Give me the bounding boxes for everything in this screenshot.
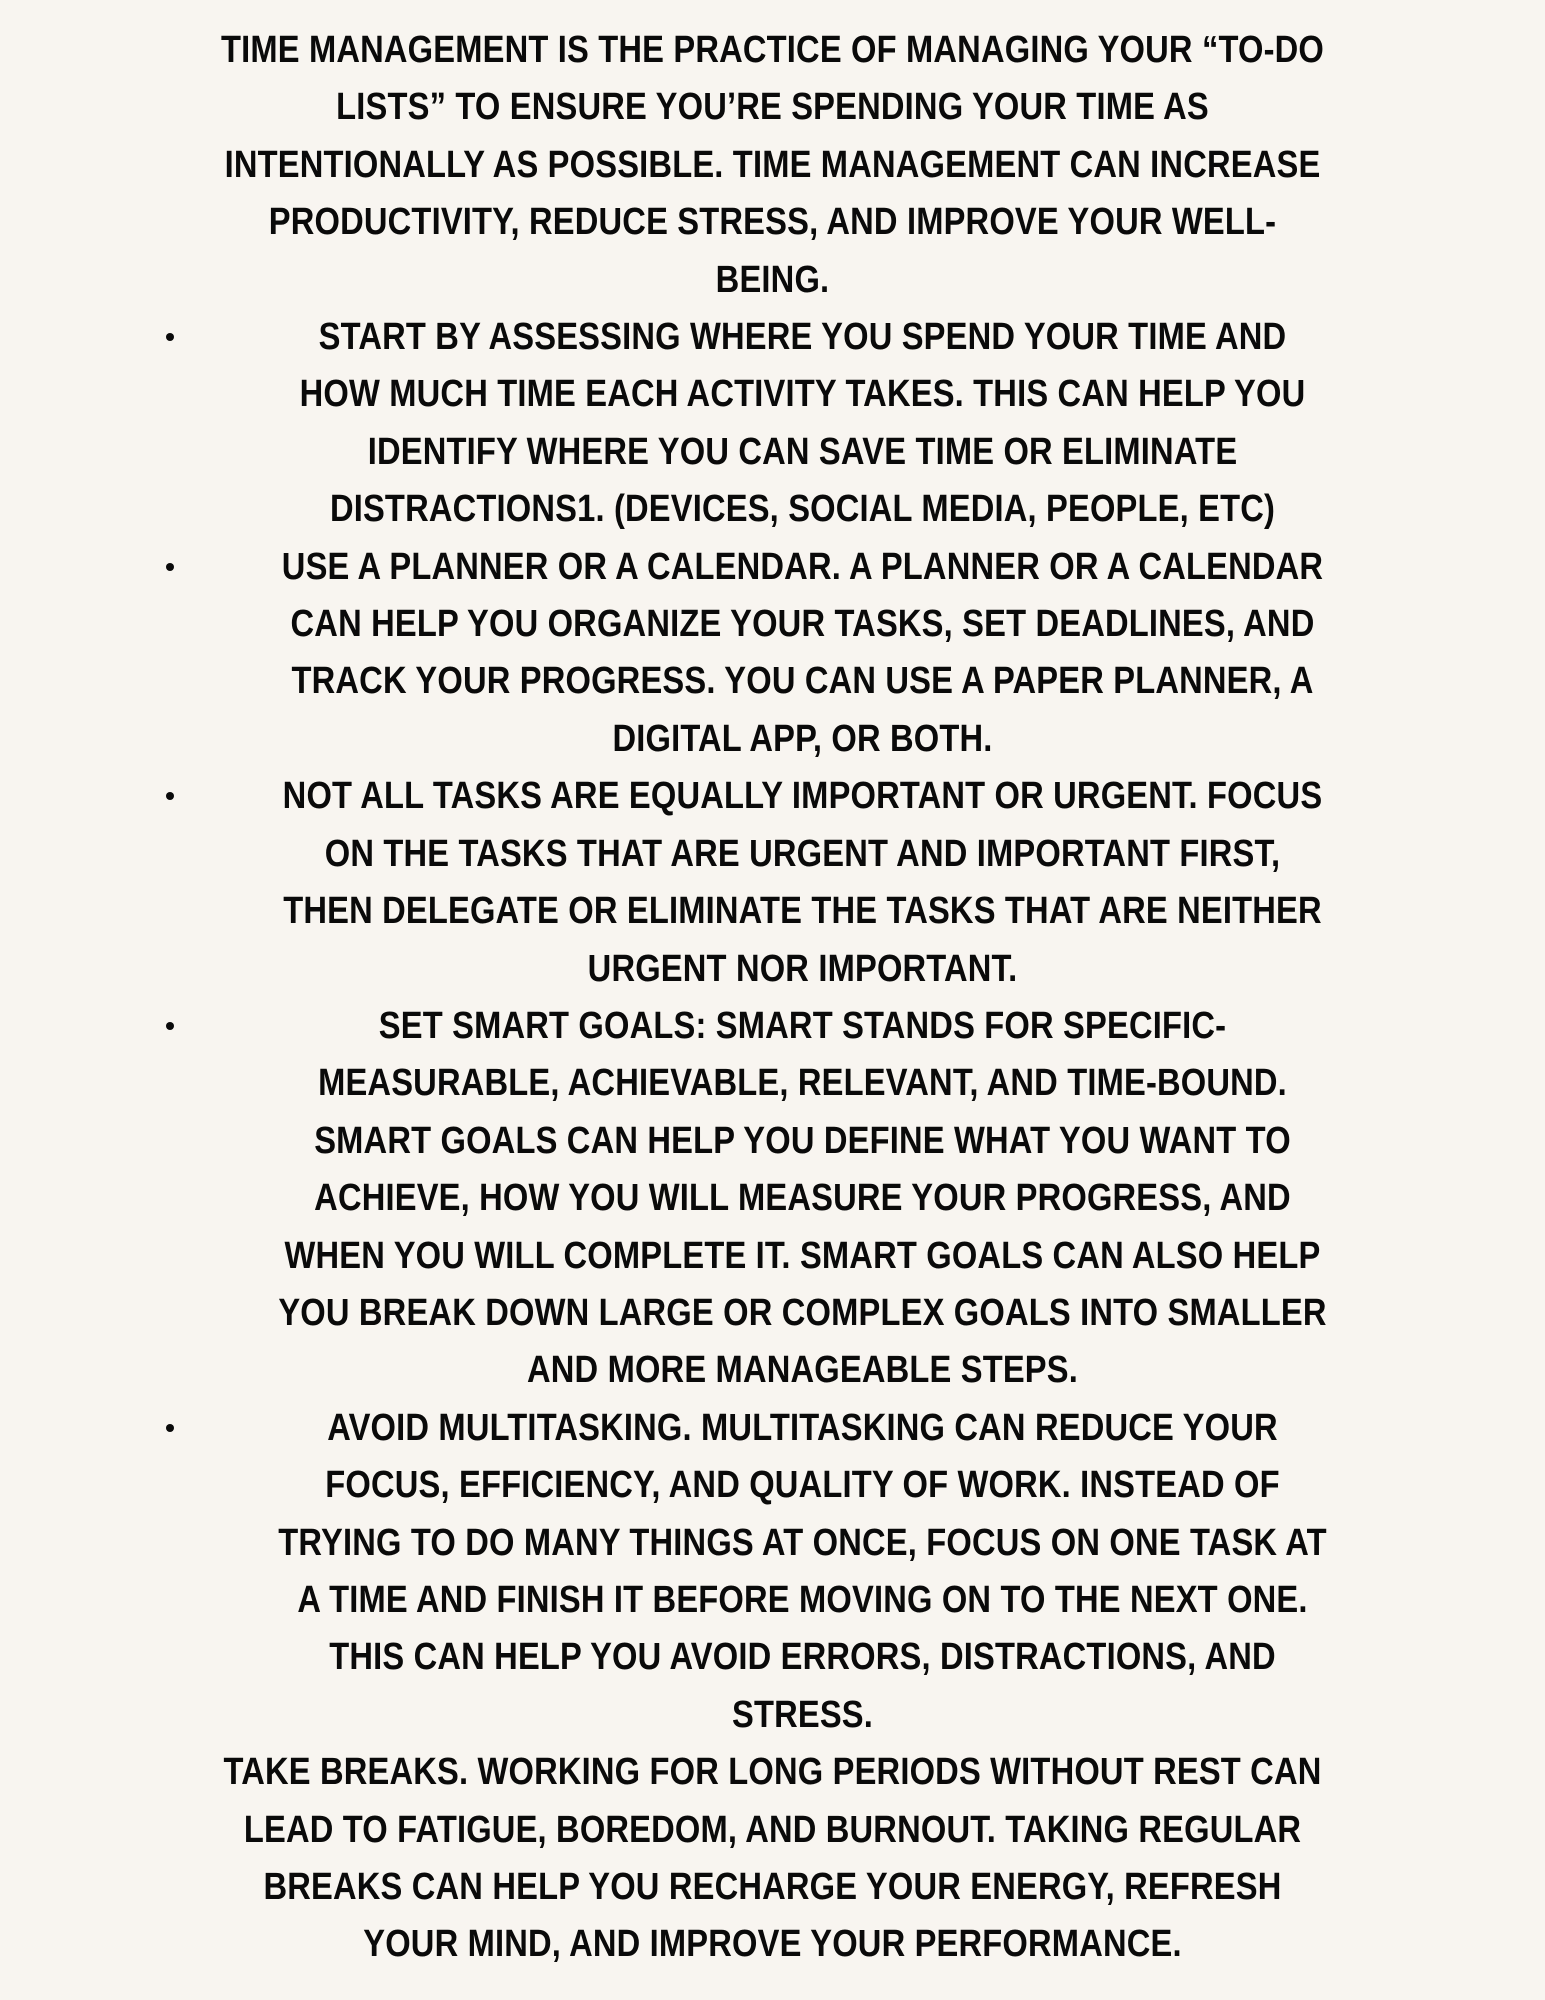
bullet-dot-icon <box>164 539 176 596</box>
bullet-dot-icon <box>164 998 176 1055</box>
list-item-text: USE A PLANNER OR A CALENDAR. A PLANNER OR A CALENDAR CAN HELP YOU ORGANIZE YOUR TASKS, SET DEADLINES, AND TRACK YOUR PROGRESS. YOU CAN USE A PAPER PLANNER, A DIGITAL APP, OR BOTH. <box>281 545 1324 760</box>
closing-paragraph: TAKE BREAKS. WORKING FOR LONG PERIODS WITHOUT REST CAN LEAD TO FATIGUE, BOREDOM, AND BURNOUT. TAKING REGULAR BREAKS CAN HELP YOU RECHARGE YOUR ENERGY, REFRESH YOUR MIND, AND IMPROVE YOUR PERFORMANCE. <box>223 1751 1322 1966</box>
bullet-dot-icon <box>164 309 176 366</box>
list-item <box>130 539 1415 769</box>
list-item-text: START BY ASSESSING WHERE YOU SPEND YOUR TIME AND HOW MUCH TIME EACH ACTIVITY TAKES. THIS CAN HELP YOU IDENTIFY WHERE YOU CAN SAVE TIME OR ELIMINATE DISTRACTIONS1. (DEVICES, SOCIAL MEDIA, PEOPLE, ETC) <box>299 316 1306 531</box>
tips-list <box>130 309 1415 1744</box>
intro-paragraph: TIME MANAGEMENT IS THE PRACTICE OF MANAGING YOUR “TO-DO LISTS” TO ENSURE YOU’RE SPENDING YOUR TIME AS INTENTIONALLY AS POSSIBLE. TIME MANAGEMENT CAN INCREASE PRODUCTIVITY, REDUCE STRESS, AND IMPROVE YOUR WELL-BEING. <box>220 29 1325 301</box>
list-item-text: SET SMART GOALS: SMART STANDS FOR SPECIFIC-MEASURABLE, ACHIEVABLE, RELEVANT, AND TIME-BOUND. SMART GOALS CAN HELP YOU DEFINE WHAT YOU WANT TO ACHIEVE, HOW YOU WILL MEASURE YOUR PROGRESS, AND WHEN YOU WILL COMPLETE IT. SMART GOALS CAN ALSO HELP YOU BREAK DOWN LARGE OR COMPLEX GOALS INTO SMALLER AND MORE MANAGEABLE STEPS. <box>278 1004 1327 1392</box>
list-item <box>130 1400 1415 1744</box>
bullet-dot-icon <box>164 1400 176 1457</box>
list-item <box>130 309 1415 539</box>
list-item <box>130 768 1415 998</box>
document-body <box>130 22 1415 1974</box>
list-item <box>130 998 1415 1400</box>
bullet-dot-icon <box>164 768 176 825</box>
list-item-text: NOT ALL TASKS ARE EQUALLY IMPORTANT OR URGENT. FOCUS ON THE TASKS THAT ARE URGENT AND IMPORTANT FIRST, THEN DELEGATE OR ELIMINATE THE TASKS THAT ARE NEITHER URGENT NOR IMPORTANT. <box>282 775 1323 990</box>
list-item-text: AVOID MULTITASKING. MULTITASKING CAN REDUCE YOUR FOCUS, EFFICIENCY, AND QUALITY OF WORK. INSTEAD OF TRYING TO DO MANY THINGS AT ONCE, FOCUS ON ONE TASK AT A TIME AND FINISH IT BEFORE MOVING ON TO THE NEXT ONE. THIS CAN HELP YOU AVOID ERRORS, DISTRACTIONS, AND STRESS. <box>278 1406 1327 1736</box>
